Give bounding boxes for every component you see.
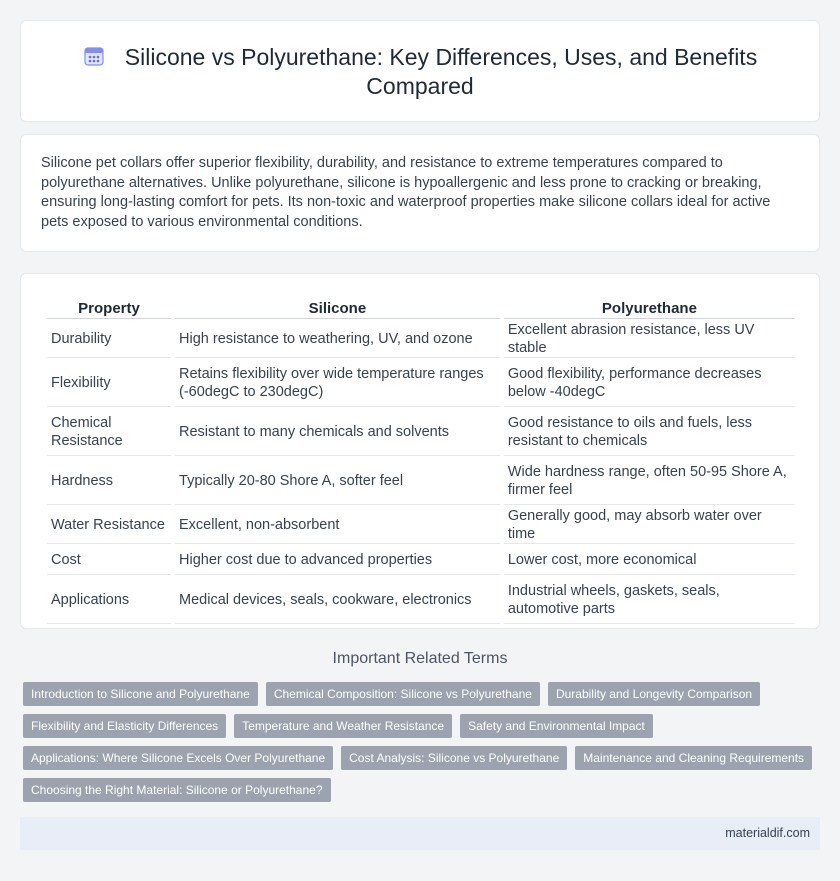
related-term-tag[interactable]: Flexibility and Elasticity Differences — [23, 714, 226, 738]
related-term-tag[interactable]: Chemical Composition: Silicone vs Polyurethane — [266, 682, 540, 706]
property-cell: Applications — [47, 577, 171, 624]
table-header-row — [47, 298, 795, 319]
intro-paragraph: Silicone pet collars offer superior flexibility, durability, and resistance to extreme temperatures compared to polyurethane alternatives. Unlike polyurethane, silicone is hypoallergenic and less prone to cracking or breaking, ensuring long-lasting comfort for pets. Its non-toxic and waterproof properties make silicone collars ideal for active pets exposed to various environmental conditions. — [41, 155, 771, 230]
table-row — [47, 546, 795, 575]
page-title — [21, 43, 819, 101]
related-term-tag[interactable]: Cost Analysis: Silicone vs Polyurethane — [341, 746, 567, 770]
header-card — [20, 20, 820, 122]
related-terms-list — [23, 682, 813, 802]
related-term-tag[interactable]: Choosing the Right Material: Silicone or Polyurethane? — [23, 778, 331, 802]
polyurethane-cell: Wide hardness range, often 50-95 Shore A, firmer feel — [504, 458, 795, 505]
header-silicone: Silicone — [175, 298, 500, 319]
silicone-cell: Retains flexibility over wide temperature ranges (-60degC to 230degC) — [175, 360, 500, 407]
table-row — [47, 360, 795, 407]
page-title-text: Silicone vs Polyurethane: Key Differences, Uses, and Benefits Compared — [124, 44, 758, 99]
property-cell: Durability — [47, 321, 171, 358]
silicone-cell: Typically 20-80 Shore A, softer feel — [175, 458, 500, 505]
silicone-cell: Resistant to many chemicals and solvents — [175, 409, 500, 456]
related-terms-heading: Important Related Terms — [332, 650, 508, 667]
calendar-grid-icon — [83, 45, 105, 67]
property-cell: Water Resistance — [47, 507, 171, 544]
related-term-tag[interactable]: Temperature and Weather Resistance — [234, 714, 452, 738]
related-term-tag[interactable]: Maintenance and Cleaning Requirements — [575, 746, 812, 770]
intro-card — [20, 134, 820, 252]
related-term-tag[interactable]: Introduction to Silicone and Polyurethane — [23, 682, 258, 706]
comparison-table-card — [20, 273, 820, 629]
polyurethane-cell: Generally good, may absorb water over time — [504, 507, 795, 544]
silicone-cell: Higher cost due to advanced properties — [175, 546, 500, 575]
polyurethane-cell: Industrial wheels, gaskets, seals, automotive parts — [504, 577, 795, 624]
polyurethane-cell: Excellent abrasion resistance, less UV stable — [504, 321, 795, 358]
comparison-table — [43, 296, 799, 626]
table-row — [47, 321, 795, 358]
property-cell: Cost — [47, 546, 171, 575]
related-term-tag[interactable]: Safety and Environmental Impact — [460, 714, 653, 738]
related-term-tag[interactable]: Applications: Where Silicone Excels Over Polyurethane — [23, 746, 333, 770]
property-cell: Hardness — [47, 458, 171, 505]
table-row — [47, 458, 795, 505]
polyurethane-cell: Lower cost, more economical — [504, 546, 795, 575]
silicone-cell: Excellent, non-absorbent — [175, 507, 500, 544]
table-row — [47, 507, 795, 544]
silicone-cell: Medical devices, seals, cookware, electronics — [175, 577, 500, 624]
property-cell: Chemical Resistance — [47, 409, 171, 456]
related-term-tag[interactable]: Durability and Longevity Comparison — [548, 682, 760, 706]
polyurethane-cell: Good resistance to oils and fuels, less resistant to chemicals — [504, 409, 795, 456]
footer — [20, 817, 820, 850]
polyurethane-cell: Good flexibility, performance decreases below -40degC — [504, 360, 795, 407]
silicone-cell: High resistance to weathering, UV, and ozone — [175, 321, 500, 358]
header-polyurethane: Polyurethane — [504, 298, 795, 319]
property-cell: Flexibility — [47, 360, 171, 407]
table-row — [47, 409, 795, 456]
footer-site-link[interactable]: materialdif.com — [725, 826, 810, 840]
header-property: Property — [47, 298, 171, 319]
table-row — [47, 577, 795, 624]
